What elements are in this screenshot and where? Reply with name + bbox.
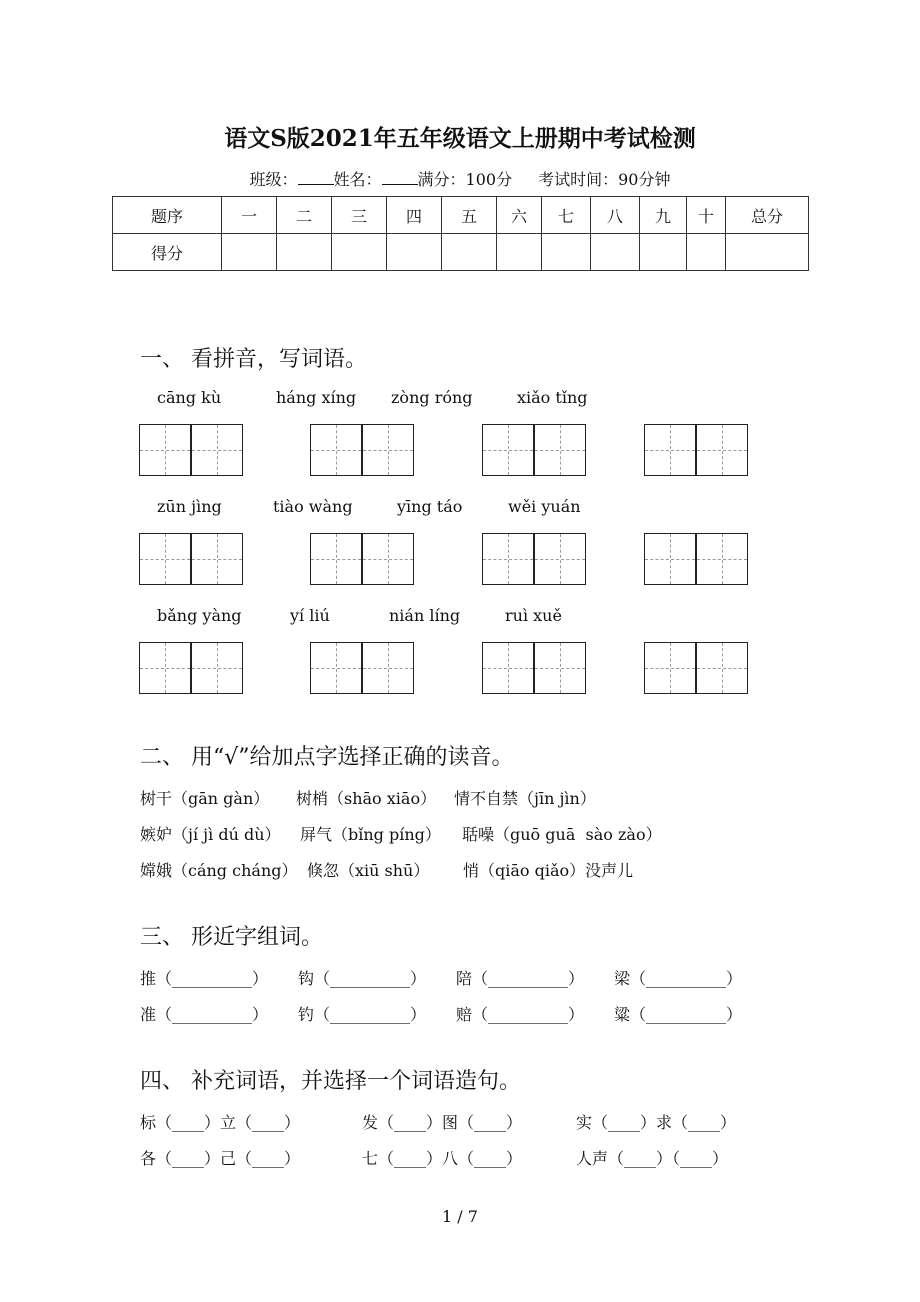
char-item[interactable]: 钓（__________）: [298, 1005, 427, 1024]
section-2-heading: 二、 用“√”给加点字选择正确的读音。: [140, 745, 514, 770]
pinyin: xiǎo tǐng: [517, 388, 588, 407]
writing-box[interactable]: [191, 533, 243, 585]
pinyin: háng xíng: [276, 388, 357, 407]
writing-box[interactable]: [482, 533, 534, 585]
idiom-item[interactable]: 标（____）立（____）: [140, 1113, 301, 1132]
char-item[interactable]: 推（__________）: [140, 969, 269, 988]
writing-box[interactable]: [310, 424, 362, 476]
writing-box[interactable]: [191, 642, 243, 694]
pinyin: cāng kù: [157, 388, 222, 407]
header-cell: 六: [497, 197, 542, 234]
char-item[interactable]: 钩（__________）: [298, 969, 427, 988]
writing-box[interactable]: [644, 642, 696, 694]
pinyin: zūn jìng: [157, 497, 222, 516]
pinyin: tiào wàng: [273, 497, 353, 516]
section-1-heading: 一、 看拼音，写词语。: [140, 347, 367, 372]
name-label: 姓名：: [333, 170, 382, 189]
score-cell[interactable]: [222, 234, 277, 271]
pinyin: yīng táo: [397, 497, 463, 516]
pinyin: nián líng: [389, 606, 461, 625]
section-3-heading: 三、 形近字组词。: [140, 925, 323, 950]
header-cell: 五: [442, 197, 497, 234]
exam-time: 考试时间：90分钟: [538, 170, 671, 189]
writing-box[interactable]: [139, 533, 191, 585]
writing-box[interactable]: [310, 533, 362, 585]
reading-item: 屏气（bǐng píng）: [300, 825, 441, 844]
header-cell: 九: [640, 197, 687, 234]
score-table: [112, 196, 809, 271]
score-cell[interactable]: [387, 234, 442, 271]
writing-box[interactable]: [696, 642, 748, 694]
header-cell: 四: [387, 197, 442, 234]
score-cell[interactable]: [726, 234, 809, 271]
header-cell: 八: [591, 197, 640, 234]
char-item[interactable]: 梁（__________）: [614, 969, 743, 988]
writing-box[interactable]: [362, 642, 414, 694]
class-label: 班级：: [249, 170, 298, 189]
char-item[interactable]: 粱（__________）: [614, 1005, 743, 1024]
exam-info: [0, 167, 920, 190]
writing-box[interactable]: [482, 642, 534, 694]
writing-box[interactable]: [362, 533, 414, 585]
score-table-header: [113, 197, 809, 234]
writing-box[interactable]: [644, 424, 696, 476]
page-number: 1 / 7: [442, 1207, 478, 1226]
writing-box[interactable]: [139, 642, 191, 694]
header-cell: 题序: [113, 197, 222, 234]
score-cell[interactable]: [442, 234, 497, 271]
reading-item: 倏忽（xiū shū）: [307, 861, 430, 880]
class-blank[interactable]: [298, 170, 334, 185]
writing-box[interactable]: [191, 424, 243, 476]
reading-item: 情不自禁（jīn jìn）: [454, 789, 596, 808]
reading-item: 悄（qiāo qiǎo）没声儿: [463, 861, 634, 880]
score-cell[interactable]: [542, 234, 591, 271]
pinyin: ruì xuě: [505, 606, 562, 625]
pinyin: yí liú: [290, 606, 330, 625]
writing-box[interactable]: [696, 533, 748, 585]
char-item[interactable]: 准（__________）: [140, 1005, 269, 1024]
score-cell[interactable]: [497, 234, 542, 271]
pinyin: zòng róng: [391, 388, 473, 407]
score-cell[interactable]: [591, 234, 640, 271]
name-blank[interactable]: [382, 170, 418, 185]
idiom-item[interactable]: 七（____）八（____）: [362, 1149, 523, 1168]
header-cell: 总分: [726, 197, 809, 234]
page-title: 语文S版2021年五年级语文上册期中考试检测: [224, 125, 696, 152]
row-label: 得分: [113, 234, 222, 271]
char-item[interactable]: 赔（__________）: [456, 1005, 585, 1024]
reading-item: 树干（gān gàn）: [140, 789, 270, 808]
score-table-row: [113, 234, 809, 271]
header-cell: 十: [687, 197, 726, 234]
writing-box[interactable]: [139, 424, 191, 476]
char-item[interactable]: 陪（__________）: [456, 969, 585, 988]
reading-item: 嫉妒（jí jì dú dù）: [140, 825, 281, 844]
writing-box[interactable]: [696, 424, 748, 476]
writing-box[interactable]: [310, 642, 362, 694]
writing-box[interactable]: [644, 533, 696, 585]
score-cell[interactable]: [277, 234, 332, 271]
reading-item: 嫦娥（cáng cháng）: [140, 861, 298, 880]
full-score: 满分：100分: [417, 170, 513, 189]
header-cell: 二: [277, 197, 332, 234]
writing-box[interactable]: [534, 533, 586, 585]
idiom-item[interactable]: 各（____）己（____）: [140, 1149, 301, 1168]
score-cell[interactable]: [640, 234, 687, 271]
idiom-item[interactable]: 实（____）求（____）: [576, 1113, 737, 1132]
score-cell[interactable]: [332, 234, 387, 271]
idiom-item[interactable]: 人声（____）（____）: [576, 1149, 729, 1168]
reading-item: 树梢（shāo xiāo）: [296, 789, 437, 808]
pinyin: wěi yuán: [508, 497, 581, 516]
writing-box[interactable]: [482, 424, 534, 476]
pinyin: bǎng yàng: [157, 606, 242, 625]
header-cell: 三: [332, 197, 387, 234]
idiom-item[interactable]: 发（____）图（____）: [362, 1113, 523, 1132]
reading-item: 聒噪（guō guā sào zào）: [462, 825, 662, 844]
writing-box[interactable]: [362, 424, 414, 476]
header-cell: 七: [542, 197, 591, 234]
section-4-heading: 四、 补充词语，并选择一个词语造句。: [140, 1069, 521, 1094]
writing-box[interactable]: [534, 642, 586, 694]
writing-box[interactable]: [534, 424, 586, 476]
score-cell[interactable]: [687, 234, 726, 271]
header-cell: 一: [222, 197, 277, 234]
